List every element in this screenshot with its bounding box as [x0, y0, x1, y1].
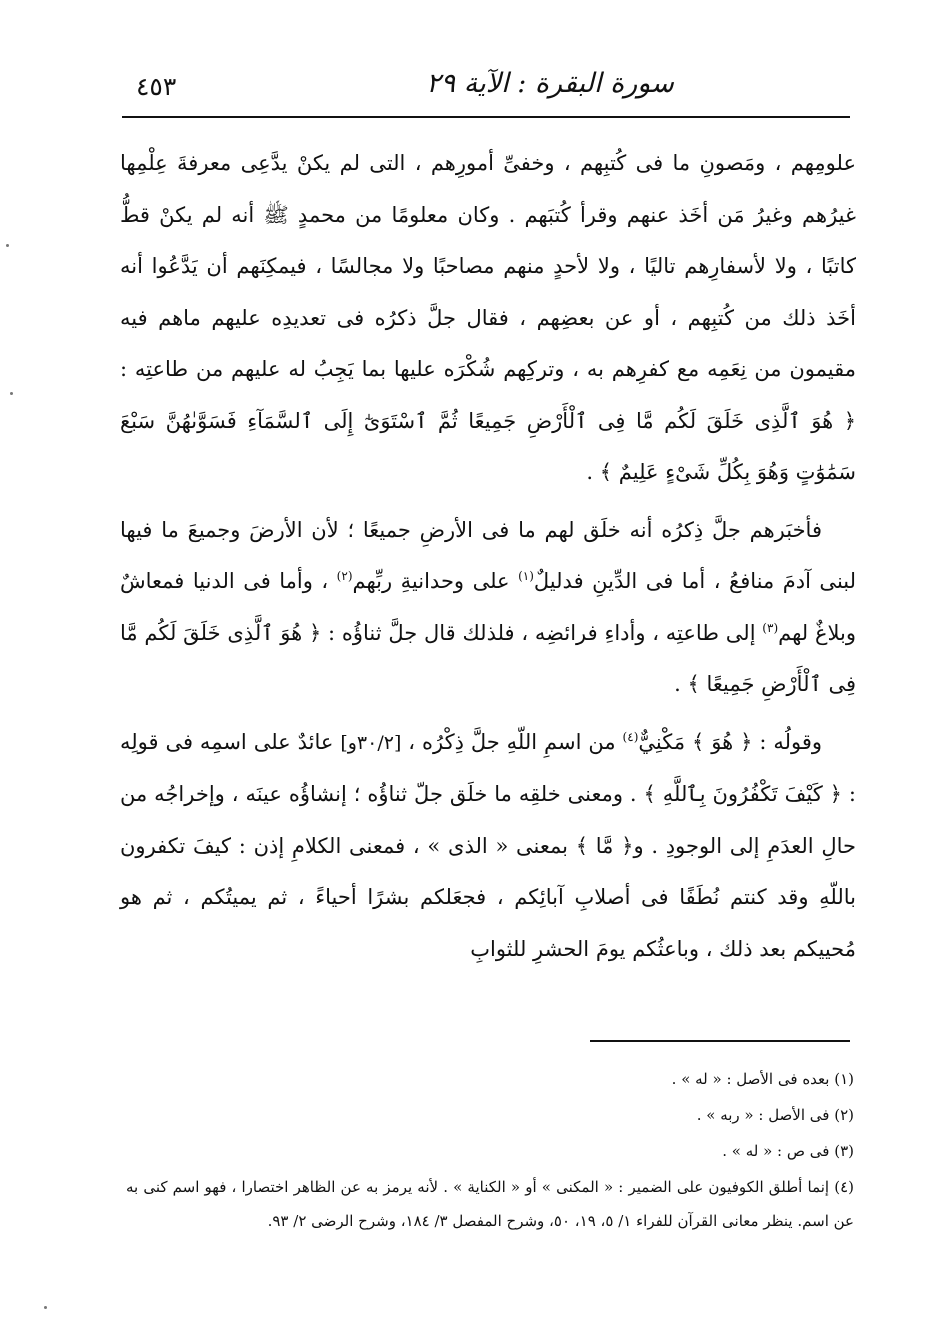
quran-quote: ﴿ هُوَ ٱلَّذِى خَلَقَ لَكُم مَّا فِى ٱلْأَرْضِ جَمِيعًا ثُمَّ ٱسْتَوَىٰٓ إِلَى ٱلسَّمَآءِ فَسَوَّىٰهُنَّ سَبْعَ سَمَٰوَٰتٍ وَهُوَ بِكُلِّ شَىْءٍ عَلِيمٌ ﴾	[120, 408, 856, 484]
manuscript-folio-reference: [٣٠/٢و]	[340, 731, 402, 754]
footnote-marker: (٢)	[336, 569, 353, 583]
body-text: مَكْنِيٌّ	[638, 729, 692, 754]
body-text: فأخبَرهم جلَّ ذِكرُه أنه خلَق لهم ما فى الأرضِ جميعًا ؛ لأن الأرضَ وجميعَ ما فيها لبنى آدمَ منافعُ ، أما فى الدِّينِ فدليلٌ	[120, 517, 857, 593]
footnote-4: (٤) إنما أطلق الكوفيون على الضمير : « المكنى » أو « الكناية » . لأنه يرمز به عن الظاهر اختصارا ، فهو اسم كنى به عن اسم. ينظر معانى القرآن للفراء ١/ ٥، ١٩، ٥٠، وشرح المفصل ٣/ ١٨٤، وشرح الرضى ٢/ ٩٣.	[126, 1178, 854, 1230]
quran-quote: ﴿ هُوَ ﴾	[692, 729, 753, 754]
footnotes	[126, 1062, 854, 1238]
body-text: ، وأما فى الدنيا فمعاشٌ وبلاغٌ لهم	[120, 569, 856, 645]
footnote-2: (٢) فى الأصل : « ربه » .	[696, 1106, 854, 1124]
body-text: إلى طاعتِه ، وأداءِ فرائضِه ، فلذلك قال جلَّ ثناؤُه :	[321, 620, 763, 645]
body-text: .	[586, 460, 600, 484]
scan-speck	[6, 244, 9, 247]
body-text: .	[674, 672, 688, 696]
page-number: ٤٥٣	[136, 72, 177, 101]
body-text: بمعنى « الذى » ، فمعنى الكلامِ إذن : كيفَ تكفرون باللّهِ وقد كنتم نُطَفًا فى أصلابِ آبائِكم ، فجعَلكم بشرًا أحياءً ، ثم يميتُكم ، ثم هو مُحييكم بعد ذلك ، وباعثُكم يومَ الحشرِ للثوابِ	[120, 833, 856, 961]
quran-quote: ﴿ مَّا ﴾	[575, 833, 634, 858]
header-rule	[122, 116, 850, 118]
footnote-marker: (٣)	[762, 620, 779, 635]
footnote-marker: (١)	[518, 569, 534, 583]
body-text: علومِهم ، ومَصونِ ما فى كُتبِهم ، وخفىِّ أمورِهم ، التى لم يكنْ يدَّعِى معرفةَ عِلْمِها غيرُهم وغيرُ مَن أخَذ عنهم وقرأ كُتبَهم . وكان معلومًا من محمدٍ ﷺ أنه لم يكنْ قطُّ كاتبًا ، ولا لأسفارِهم تاليًا ، ولا لأحدٍ منهم مصاحبًا ولا مجالسًا ، فيمكِنَهم أن يَدَّعُوا أنه أخَذ ذلك من كُتبِهم ، أو عن بعضِهم ، فقال جلَّ ذكرُه فى تعديدِه عليهم ماهم فيه مقيمون من نِعَمِه مع كفرِهم به ، وتركِهم شُكْرَه عليها بما يَجِبُ له عليهم من طاعتِه :	[120, 151, 856, 381]
body-text: . ومعنى خلقِه ما خلَق جلّ ثناؤُه ؛ إنشاؤُه عينَه ، وإخراجُه من حالِ العدَمِ إلى الوجودِ . و	[120, 782, 856, 858]
scan-speck	[10, 392, 13, 395]
paragraph-3	[120, 717, 856, 976]
footnote-rule	[590, 1040, 850, 1042]
paragraph-1	[120, 138, 856, 499]
body-text: وقولُه :	[752, 729, 823, 754]
quran-quote: ﴿ كَيْفَ تَكْفُرُونَ بِٱللَّهِ ﴾	[643, 782, 842, 806]
body-text: على وحدانيةِ ربِّهم	[352, 569, 519, 593]
paragraph-2	[120, 505, 856, 711]
scan-speck	[44, 1306, 47, 1309]
quran-quote: ﴿ هُوَ ٱلَّذِى خَلَقَ لَكُم مَّا فِى ٱلْأَرْضِ جَمِيعًا ﴾	[120, 620, 856, 696]
footnote-3: (٣) فى ص : « له » .	[722, 1142, 854, 1160]
body-text: عائدٌ على اسمِه فى قولِه :	[120, 729, 857, 806]
footnote-marker: (٤)	[622, 729, 639, 744]
running-title: سورة البقرة : الآية ٢٩	[426, 68, 674, 99]
body-text: من اسمِ اللّهِ جلَّ ذِكْرُه ،	[401, 729, 623, 754]
footnote-1: (١) بعده فى الأصل : « له » .	[671, 1070, 854, 1088]
page-header	[120, 62, 850, 106]
main-text	[120, 138, 856, 975]
